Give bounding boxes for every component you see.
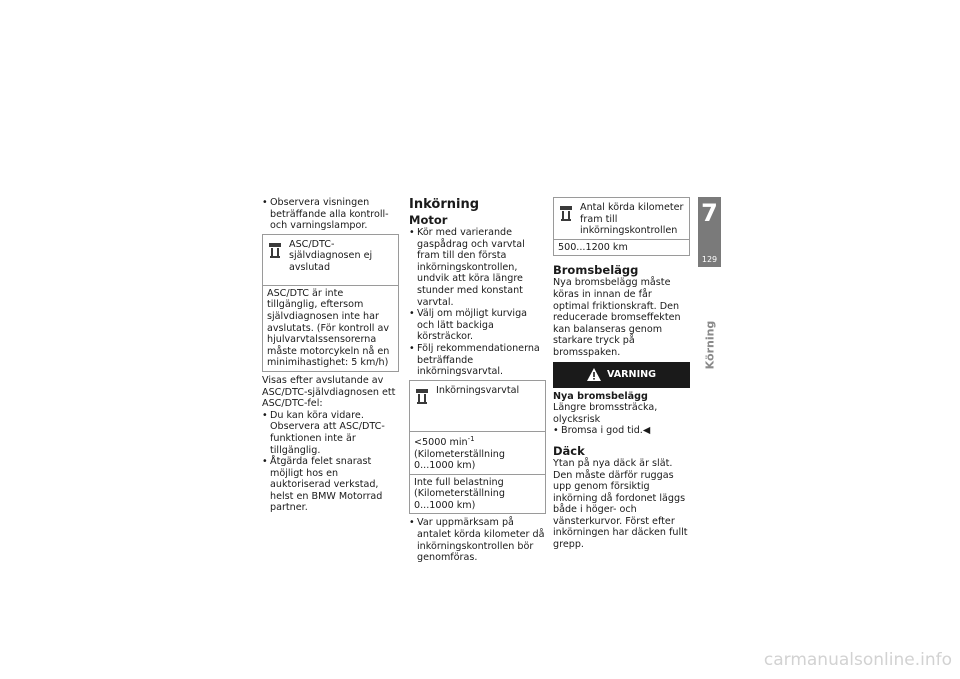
instrument-display-icon [267,239,285,261]
column-3 [553,197,690,551]
instrument-display-icon [558,202,576,224]
bullet-observe-indicators: • Observera visningen beträffande alla kontroll- och varningslampor. [262,197,399,232]
paragraph-after-selfdiag: Visas efter avslutande av ASC/DTC-självdiagnosen ett ASC/DTC-fel: [262,374,396,410]
info-box-title: Inkörningsvarvtal [436,384,520,396]
info-box-title: ASC/DTC-självdiagnosen ej avslutad [289,238,373,273]
column-1 [262,197,399,514]
warning-title: Nya bromsbelägg [553,390,648,402]
bullet-vary-throttle: • Kör med varierande gaspådrag och varvtal fram till den första inkörningskontrollen, undvik att köra längre stunder med konstant varvtal. [409,227,546,308]
bullet-choose-roads: • Välj om möjligt kurviga och lätt backiga körsträckor. [409,308,546,343]
paragraph-brakes: Nya bromsbelägg måste köras in innan de får optimal friktionskraft. Den reducerade bromseffekten kan balanseras genom starkare tryck på bromsspaken. [553,277,681,358]
chapter-label: Körning [703,320,717,370]
info-box-title: Antal körda kilometer fram till inkörningskontrollen [580,202,684,237]
section-heading-inkorning: Inkörning [409,197,480,212]
bullet-fix-fault: • Åtgärda felet snarast möjligt hos en auktoriserad verkstad, helst en BMW Motorrad partner. [262,456,399,514]
info-box-break-in-rpm [409,380,546,515]
end-mark: ◀ [642,425,651,437]
warning-text: Längre bromssträcka, olycksrisk [553,402,658,425]
bullet-brake-early: • Bromsa i god tid.◀ [553,425,690,437]
info-box-row-rpm: <5000 $\min^{-1}$ (Kilometerställning 0...1000 km) [410,431,545,474]
subheading-motor: Motor [409,213,448,227]
info-box-value: 500...1200 km [554,239,689,256]
chapter-tab [698,197,721,267]
page-number: 129 [701,255,718,264]
bullet-mileage-check: • Var uppmärksam på antalet körda kilometer då inkörningskontrollen bör genomföras. [409,517,546,563]
warning-label: VARNING [606,368,657,380]
section-heading-dack: Däck [553,443,585,458]
info-box-kilometers [553,197,690,256]
bullet-follow-rpm: • Följ rekommendationerna beträffande inkörningsvarvtal. [409,343,546,378]
info-box-asc-dtc [262,234,399,372]
info-box-body: ASC/DTC är inte tillgänglig, eftersom självdiagnosen inte har avslutats. (För kontroll av hjulvarvtalssensorerna måste motorcykeln nå en minimihastighet: 5 km/h) [263,285,398,371]
bullet-continue-driving: • Du kan köra vidare. Observera att ASC/DTC-funktionen inte är tillgänglig. [262,410,399,456]
watermark: carmanualsonline.info [763,650,952,670]
column-2 [409,197,546,564]
section-heading-bromsbelagg: Bromsbelägg [553,263,639,278]
warning-bar [553,362,690,388]
paragraph-tires: Ytan på nya däck är slät. Den måste därför ruggas upp genom försiktig inkörning då fordonet läggs både i höger- och vänsterkurvor. Först efter inkörningen har däcken fullt grepp. [553,457,688,551]
instrument-display-icon [414,385,432,407]
info-box-row-load: Inte full belastning (Kilometerställning 0...1000 km) [410,474,545,514]
warning-triangle-icon [587,368,601,381]
chapter-number: 7 [701,199,718,227]
